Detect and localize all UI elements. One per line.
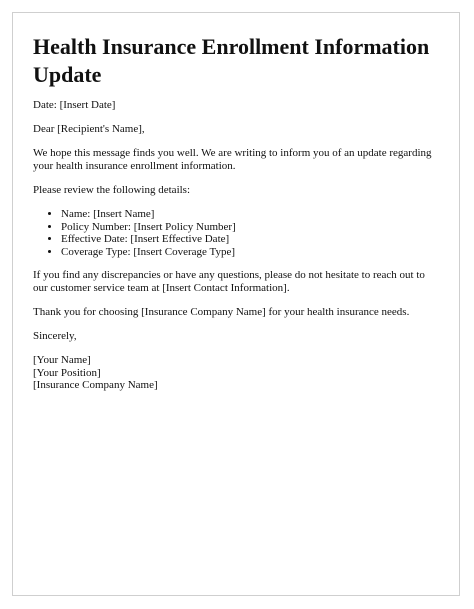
- thanks-paragraph: Thank you for choosing [Insurance Company Name] for your health insurance needs.: [33, 306, 410, 318]
- review-prompt: Please review the following details:: [33, 184, 191, 196]
- salutation: Dear [Recipient's Name],: [33, 123, 145, 135]
- detail-name: • Name: [Insert Name]: [61, 208, 433, 221]
- signature-position: [Your Position]: [33, 366, 101, 379]
- details-list: [33, 208, 433, 258]
- contact-paragraph: If you find any discrepancies or have any questions, please do not hesitate to reach out to our customer service team at [Insert Contact Information].: [33, 269, 425, 294]
- letter-title: Health Insurance Enrollment Information Update: [33, 34, 430, 87]
- signature-name: [Your Name]: [33, 354, 91, 366]
- detail-policy-number: • Policy Number: [Insert Policy Number]: [61, 221, 433, 234]
- date-line: Date: [Insert Date]: [33, 99, 116, 111]
- detail-coverage-type: • Coverage Type: [Insert Coverage Type]: [61, 246, 433, 259]
- letter-content: [33, 33, 433, 392]
- detail-effective-date: • Effective Date: [Insert Effective Date]: [61, 233, 433, 246]
- closing: Sincerely,: [33, 330, 77, 342]
- intro-paragraph: We hope this message finds you well. We are writing to inform you of an update regarding your health insurance enrollment information.: [33, 147, 432, 172]
- signature-company: [Insurance Company Name]: [33, 379, 158, 391]
- letter-page: [12, 12, 460, 596]
- signature-block: [33, 354, 433, 392]
